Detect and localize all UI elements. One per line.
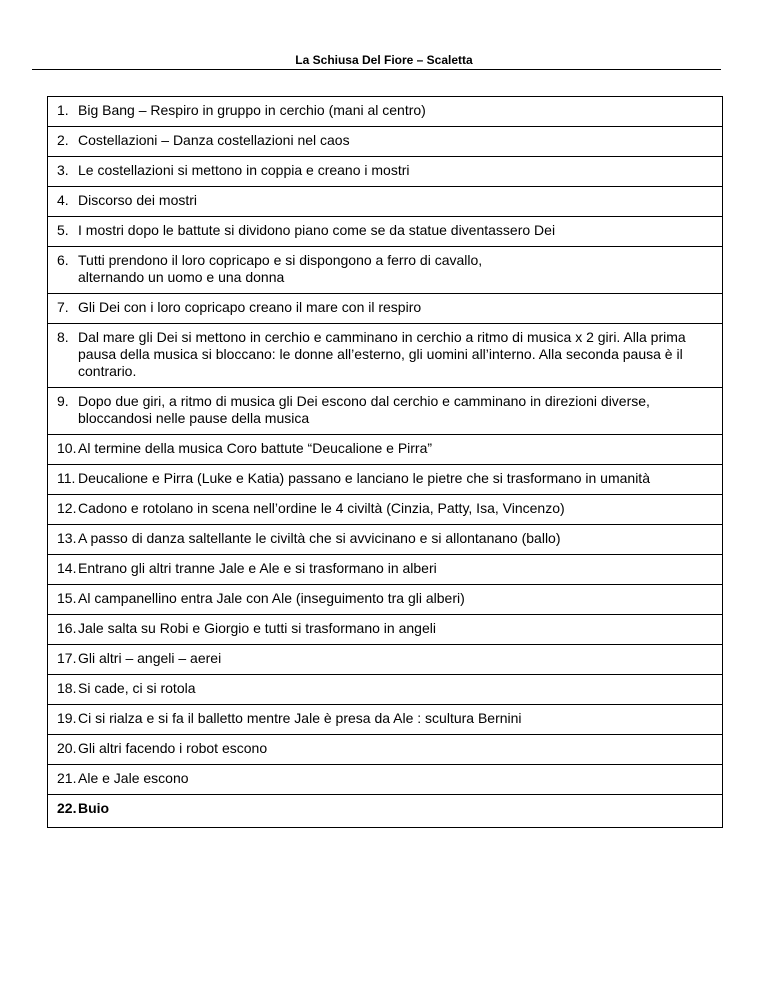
item-text: Al campanellino entra Jale con Ale (inseguimento tra gli alberi): [78, 590, 465, 606]
list-cell: [48, 388, 723, 435]
list-row: [48, 525, 723, 555]
list-item: [57, 530, 714, 547]
list-item: [57, 192, 714, 209]
item-number: 4.: [57, 192, 69, 208]
item-number: 7.: [57, 299, 69, 315]
list-item: [57, 560, 714, 577]
list-cell: [48, 294, 723, 324]
item-text: Tutti prendono il loro copricapo e si dispongono a ferro di cavallo, alternando un uomo e una donna: [78, 252, 483, 285]
item-text: Ale e Jale escono: [78, 770, 189, 786]
item-number: 11.: [57, 470, 76, 486]
item-number: 1.: [57, 102, 69, 118]
item-text: Deucalione e Pirra (Luke e Katia) passano e lanciano le pietre che si trasformano in umanità: [78, 470, 650, 486]
list-item: [57, 710, 714, 727]
list-item: [57, 393, 714, 427]
list-cell: [48, 525, 723, 555]
item-number: 3.: [57, 162, 69, 178]
item-text: Buio: [78, 800, 110, 816]
item-text: Entrano gli altri tranne Jale e Ale e si trasformano in alberi: [78, 560, 437, 576]
list-row: [48, 465, 723, 495]
list-item: [57, 132, 714, 149]
list-row: [48, 127, 723, 157]
item-text: Si cade, ci si rotola: [78, 680, 196, 696]
item-number: 8.: [57, 329, 69, 345]
list-item: [57, 440, 714, 457]
list-cell: [48, 435, 723, 465]
list-item: [57, 680, 714, 697]
scaletta-table: [47, 96, 723, 828]
item-number: 6.: [57, 252, 69, 268]
list-row: [48, 324, 723, 388]
item-number: 13.: [57, 530, 77, 546]
list-item: [57, 620, 714, 637]
item-number: 12.: [57, 500, 77, 516]
item-number: 9.: [57, 393, 69, 409]
list-cell: [48, 735, 723, 765]
list-row: [48, 157, 723, 187]
list-item: [57, 770, 714, 787]
list-item: [57, 162, 714, 179]
list-row: [48, 247, 723, 294]
item-number: 14.: [57, 560, 77, 576]
item-number: 21.: [57, 770, 77, 786]
list-row: [48, 187, 723, 217]
item-text: Gli Dei con i loro copricapo creano il mare con il respiro: [78, 299, 422, 315]
item-text: Costellazioni – Danza costellazioni nel caos: [78, 132, 350, 148]
item-text: A passo di danza saltellante le civiltà che si avvicinano e si allontanano (ballo): [78, 530, 561, 546]
list-item: [57, 222, 714, 239]
header-rule: [32, 69, 721, 70]
list-cell: [48, 217, 723, 247]
list-cell: [48, 324, 723, 388]
list-item: [57, 590, 714, 607]
list-row: [48, 705, 723, 735]
list-row: [48, 435, 723, 465]
item-text: Gli altri – angeli – aerei: [78, 650, 222, 666]
item-number: 18.: [57, 680, 77, 696]
list-row: [48, 217, 723, 247]
item-number: 17.: [57, 650, 77, 666]
list-row: [48, 735, 723, 765]
list-row: [48, 294, 723, 324]
list-item: [57, 299, 714, 316]
item-number: 19.: [57, 710, 77, 726]
item-number: 20.: [57, 740, 77, 756]
list-item: [57, 800, 714, 817]
list-item: [57, 102, 714, 119]
list-row: [48, 615, 723, 645]
list-row: [48, 675, 723, 705]
list-cell: [48, 795, 723, 828]
list-row: [48, 795, 723, 828]
item-number: 22.: [57, 800, 77, 816]
list-cell: [48, 705, 723, 735]
list-row: [48, 555, 723, 585]
item-number: 16.: [57, 620, 77, 636]
item-text: Dal mare gli Dei si mettono in cerchio e camminano in cerchio a ritmo di musica x 2 giri. Alla prima pausa della musica si bloccano: le donne all’esterno, gli uomini all’interno. Alla seconda pausa è il contrario.: [78, 329, 686, 379]
list-cell: [48, 645, 723, 675]
list-cell: [48, 615, 723, 645]
list-cell: [48, 585, 723, 615]
list-cell: [48, 157, 723, 187]
list-row: [48, 645, 723, 675]
item-text: Al termine della musica Coro battute “Deucalione e Pirra”: [78, 440, 433, 456]
list-row: [48, 585, 723, 615]
item-text: Discorso dei mostri: [78, 192, 198, 208]
list-cell: [48, 127, 723, 157]
list-cell: [48, 495, 723, 525]
item-number: 15.: [57, 590, 77, 606]
list-cell: [48, 675, 723, 705]
list-item: [57, 500, 714, 517]
scaletta-table-body: [48, 97, 723, 828]
list-row: [48, 388, 723, 435]
page-header-title: La Schiusa Del Fiore – Scaletta: [295, 53, 473, 67]
list-item: [57, 650, 714, 667]
list-cell: [48, 465, 723, 495]
item-text: I mostri dopo le battute si dividono piano come se da statue diventassero Dei: [78, 222, 556, 238]
list-row: [48, 765, 723, 795]
list-item: [57, 740, 714, 757]
item-text: Cadono e rotolano in scena nell’ordine le 4 civiltà (Cinzia, Patty, Isa, Vincenzo): [78, 500, 565, 516]
item-number: 2.: [57, 132, 69, 148]
item-number: 10.: [57, 440, 77, 456]
list-item: [57, 329, 714, 380]
item-text: Big Bang – Respiro in gruppo in cerchio (mani al centro): [78, 102, 426, 118]
list-cell: [48, 555, 723, 585]
list-cell: [48, 97, 723, 127]
list-item: [57, 252, 714, 286]
list-cell: [48, 187, 723, 217]
item-text: Le costellazioni si mettono in coppia e creano i mostri: [78, 162, 410, 178]
item-text: Ci si rialza e si fa il balletto mentre Jale è presa da Ale : scultura Bernini: [78, 710, 522, 726]
item-text: Dopo due giri, a ritmo di musica gli Dei escono dal cerchio e camminano in direzioni diverse, bloccandosi nelle pause della musica: [78, 393, 650, 426]
list-cell: [48, 765, 723, 795]
item-text: Jale salta su Robi e Giorgio e tutti si trasformano in angeli: [78, 620, 436, 636]
list-cell: [48, 247, 723, 294]
list-row: [48, 97, 723, 127]
item-number: 5.: [57, 222, 69, 238]
list-row: [48, 495, 723, 525]
item-text: Gli altri facendo i robot escono: [78, 740, 268, 756]
list-item: [57, 470, 714, 487]
